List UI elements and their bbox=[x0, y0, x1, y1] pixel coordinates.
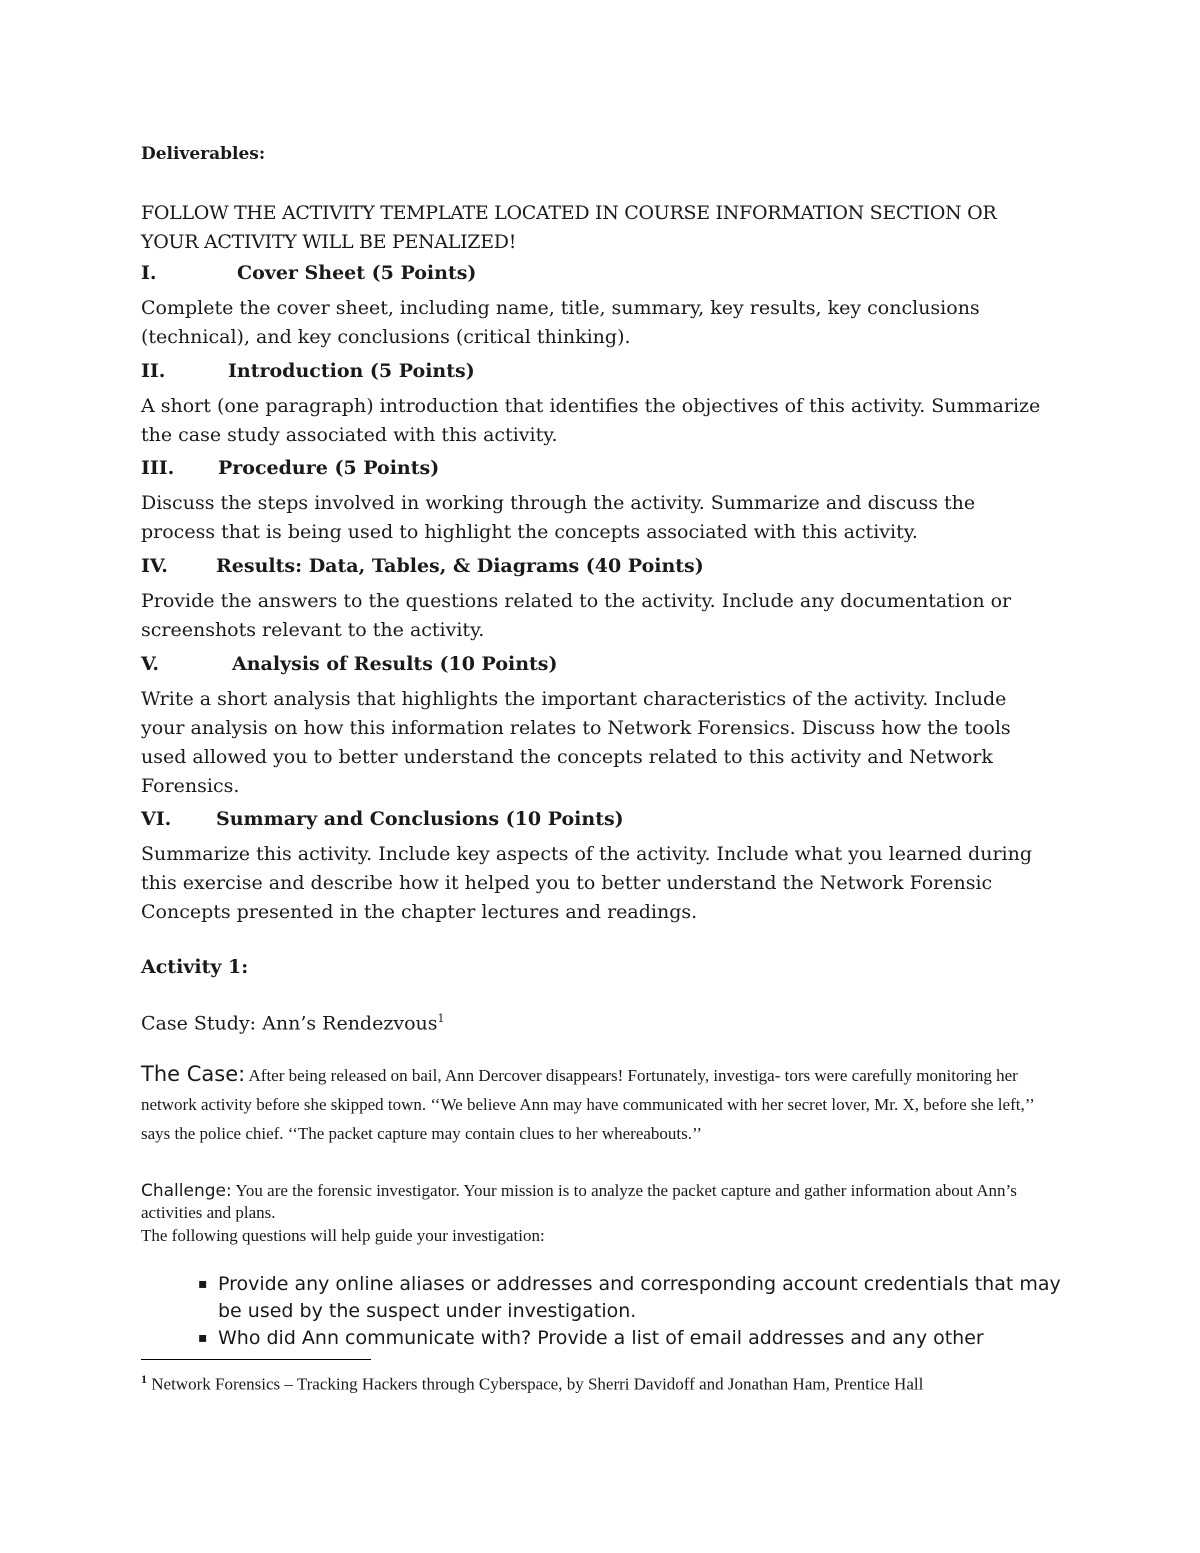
questions-list bbox=[198, 1271, 1068, 1352]
section-body: Discuss the steps involved in working through the activity. Summarize and discuss the process that is being used to highlight the concepts associated with this activity. bbox=[141, 492, 976, 543]
activity-heading: Activity 1: bbox=[141, 956, 249, 978]
section-body: Summarize this activity. Include key aspects of the activity. Include what you learned during this exercise and describe how it helped you to better understand the Network Forensic Concepts presented in the chapter lectures and readings. bbox=[141, 843, 1032, 923]
template-warning: FOLLOW THE ACTIVITY TEMPLATE LOCATED IN COURSE INFORMATION SECTION OR YOUR ACTIVITY WILL BE PENALIZED! bbox=[141, 202, 997, 253]
section-number: VI. bbox=[141, 808, 172, 830]
section-number: I. bbox=[141, 262, 157, 284]
section-heading bbox=[141, 457, 1051, 479]
section-heading bbox=[141, 262, 1051, 284]
challenge-text: You are the forensic investigator. Your mission is to analyze the packet capture and gather information about Ann’s activities and plans. bbox=[141, 1181, 1017, 1222]
section-heading bbox=[141, 653, 1051, 675]
section-title: Results: Data, Tables, & Diagrams (40 Points) bbox=[216, 555, 704, 577]
footnote-mark: 1 bbox=[141, 1372, 147, 1386]
section-heading bbox=[141, 360, 1051, 382]
challenge-lead: Challenge: bbox=[141, 1181, 232, 1201]
list-item bbox=[198, 1325, 1068, 1352]
section-number: II. bbox=[141, 360, 166, 382]
question-text: Provide any online aliases or addresses and corresponding account credentials that may be used by the suspect under investigation. bbox=[218, 1273, 1061, 1322]
bullet-icon: ▪ bbox=[198, 1330, 208, 1346]
section-heading bbox=[141, 555, 1051, 577]
section-title: Procedure (5 Points) bbox=[218, 457, 440, 479]
section-body: Write a short analysis that highlights the important characteristics of the activity. Include your analysis on how this information relates to Network Forensics. Discuss how the tools used allowed you to better understand the concepts related to this activity and Network Forensics. bbox=[141, 688, 1011, 797]
section-number: V. bbox=[141, 653, 160, 675]
section-title: Introduction (5 Points) bbox=[228, 360, 475, 382]
deliverables-heading: Deliverables: bbox=[141, 144, 266, 164]
section-body: Complete the cover sheet, including name, title, summary, key results, key conclusions (technical), and key conclusions (critical thinking). bbox=[141, 297, 980, 348]
section-number: III. bbox=[141, 457, 175, 479]
case-text: After being released on bail, Ann Dercover disappears! Fortunately, investiga- tors were carefully monitoring her network activity before she skipped town. ‘‘We believe Ann may have communicated with her secret lover, Mr. X, before she left,’’ says the police chief. ‘‘The packet capture may contain clues to her whereabouts.’’ bbox=[141, 1066, 1034, 1143]
list-item bbox=[198, 1271, 1068, 1325]
bullet-icon: ▪ bbox=[198, 1276, 208, 1292]
section-title: Cover Sheet (5 Points) bbox=[237, 262, 477, 284]
challenge-description bbox=[141, 1180, 1051, 1224]
section-title: Summary and Conclusions (10 Points) bbox=[216, 808, 624, 830]
footnote-divider bbox=[141, 1359, 371, 1360]
section-body: A short (one paragraph) introduction that identifies the objectives of this activity. Summarize the case study associated with this activity. bbox=[141, 395, 1041, 446]
guide-text: The following questions will help guide your investigation: bbox=[141, 1226, 545, 1245]
footnote-text: Network Forensics – Tracking Hackers through Cyberspace, by Sherri Davidoff and Jonathan Ham, Prentice Hall bbox=[147, 1374, 924, 1394]
section-body: Provide the answers to the questions related to the activity. Include any documentation or screenshots relevant to the activity. bbox=[141, 590, 1012, 641]
case-study-title-text: Case Study: Ann’s Rendezvous bbox=[141, 1012, 438, 1035]
section-number: IV. bbox=[141, 555, 168, 577]
case-lead: The Case: bbox=[141, 1062, 246, 1086]
footnote bbox=[141, 1367, 1051, 1397]
case-description bbox=[141, 1060, 1051, 1148]
section-title: Analysis of Results (10 Points) bbox=[232, 653, 558, 675]
footnote-reference: 1 bbox=[437, 1012, 445, 1025]
section-heading bbox=[141, 808, 1051, 830]
case-study-title bbox=[141, 1012, 1051, 1034]
question-text: Who did Ann communicate with? Provide a list of email addresses and any other bbox=[218, 1327, 984, 1349]
